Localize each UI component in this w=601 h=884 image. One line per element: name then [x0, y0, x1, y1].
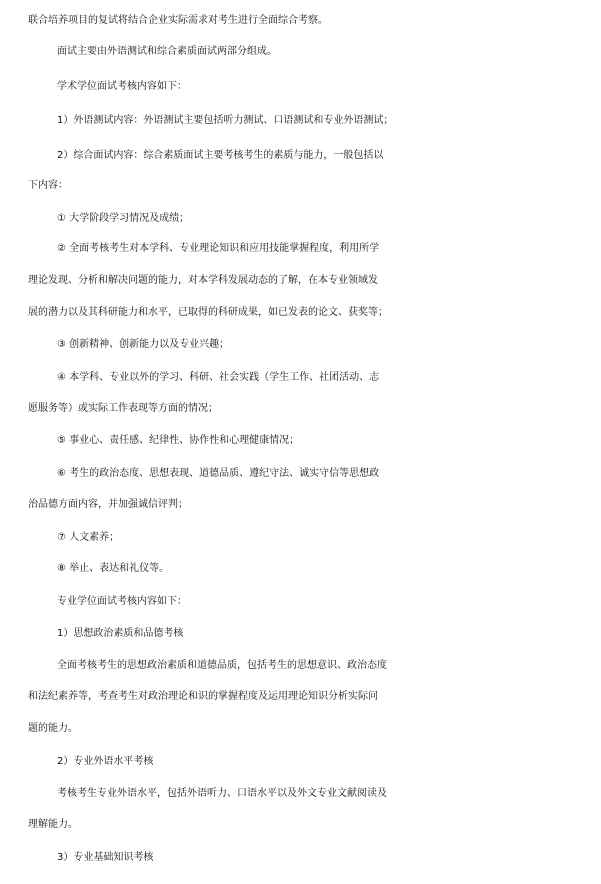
list-item: ② 全面考核考生对本学科、专业理论知识和应用技能掌握程度，利用所学 [57, 243, 380, 254]
list-item: ⑥ 考生的政治态度、思想表现、道德品质、遵纪守法、诚实守信等思想政 [57, 468, 380, 479]
paragraph-line: 面试主要由外语测试和综合素质面试两部分组成。 [57, 46, 277, 57]
list-item: ⑦ 人文素养； [57, 532, 120, 543]
list-item: 1）外语测试内容：外语测试主要包括听力测试、口语测试和专业外语测试； [57, 115, 394, 126]
section-heading: 学术学位面试考核内容如下： [57, 81, 187, 92]
list-item: ① 大学阶段学习情况及成绩； [57, 213, 190, 224]
paragraph-line: 和法纪素养等，考查考生对政治理论和识的掌握程度及运用理论知识分析实际问 [28, 691, 378, 702]
subsection-heading: 3）专业基础知识考核 [57, 852, 154, 863]
list-item: ⑧ 举止、表达和礼仪等。 [57, 563, 170, 574]
paragraph-line: 考核考生专业外语水平，包括外语听力、口语水平以及外文专业文献阅读及 [57, 788, 387, 799]
paragraph-line: 题的能力。 [28, 723, 78, 734]
list-item: 2）综合面试内容：综合素质面试主要考核考生的素质与能力，一般包括以 [57, 150, 384, 161]
subsection-heading: 1）思想政治素质和品德考核 [57, 628, 184, 639]
paragraph-line: 下内容： [28, 180, 68, 191]
paragraph-line: 愿服务等）或实际工作表现等方面的情况； [28, 403, 218, 414]
paragraph-line: 展的潜力以及其科研能力和水平，已取得的科研成果，如已发表的论文、获奖等； [28, 307, 388, 318]
paragraph-line: 理解能力。 [28, 819, 78, 830]
list-item: ③ 创新精神、创新能力以及专业兴趣； [57, 339, 230, 350]
paragraph-line: 治品德方面内容，并加强诚信评判； [28, 499, 188, 510]
list-item: ⑤ 事业心、责任感、纪律性、协作性和心理健康情况； [57, 435, 300, 446]
section-heading: 专业学位面试考核内容如下： [57, 596, 187, 607]
list-item: ④ 本学科、专业以外的学习、科研、社会实践（学生工作、社团活动、志 [57, 372, 380, 383]
subsection-heading: 2）专业外语水平考核 [57, 756, 154, 767]
paragraph-line: 联合培养项目的复试将结合企业实际需求对考生进行全面综合考察。 [28, 15, 328, 26]
paragraph-line: 全面考核考生的思想政治素质和道德品质，包括考生的思想意识、政治态度 [57, 660, 387, 671]
paragraph-line: 理论发现、分析和解决问题的能力，对本学科发展动态的了解，在本专业领域发 [28, 275, 378, 286]
